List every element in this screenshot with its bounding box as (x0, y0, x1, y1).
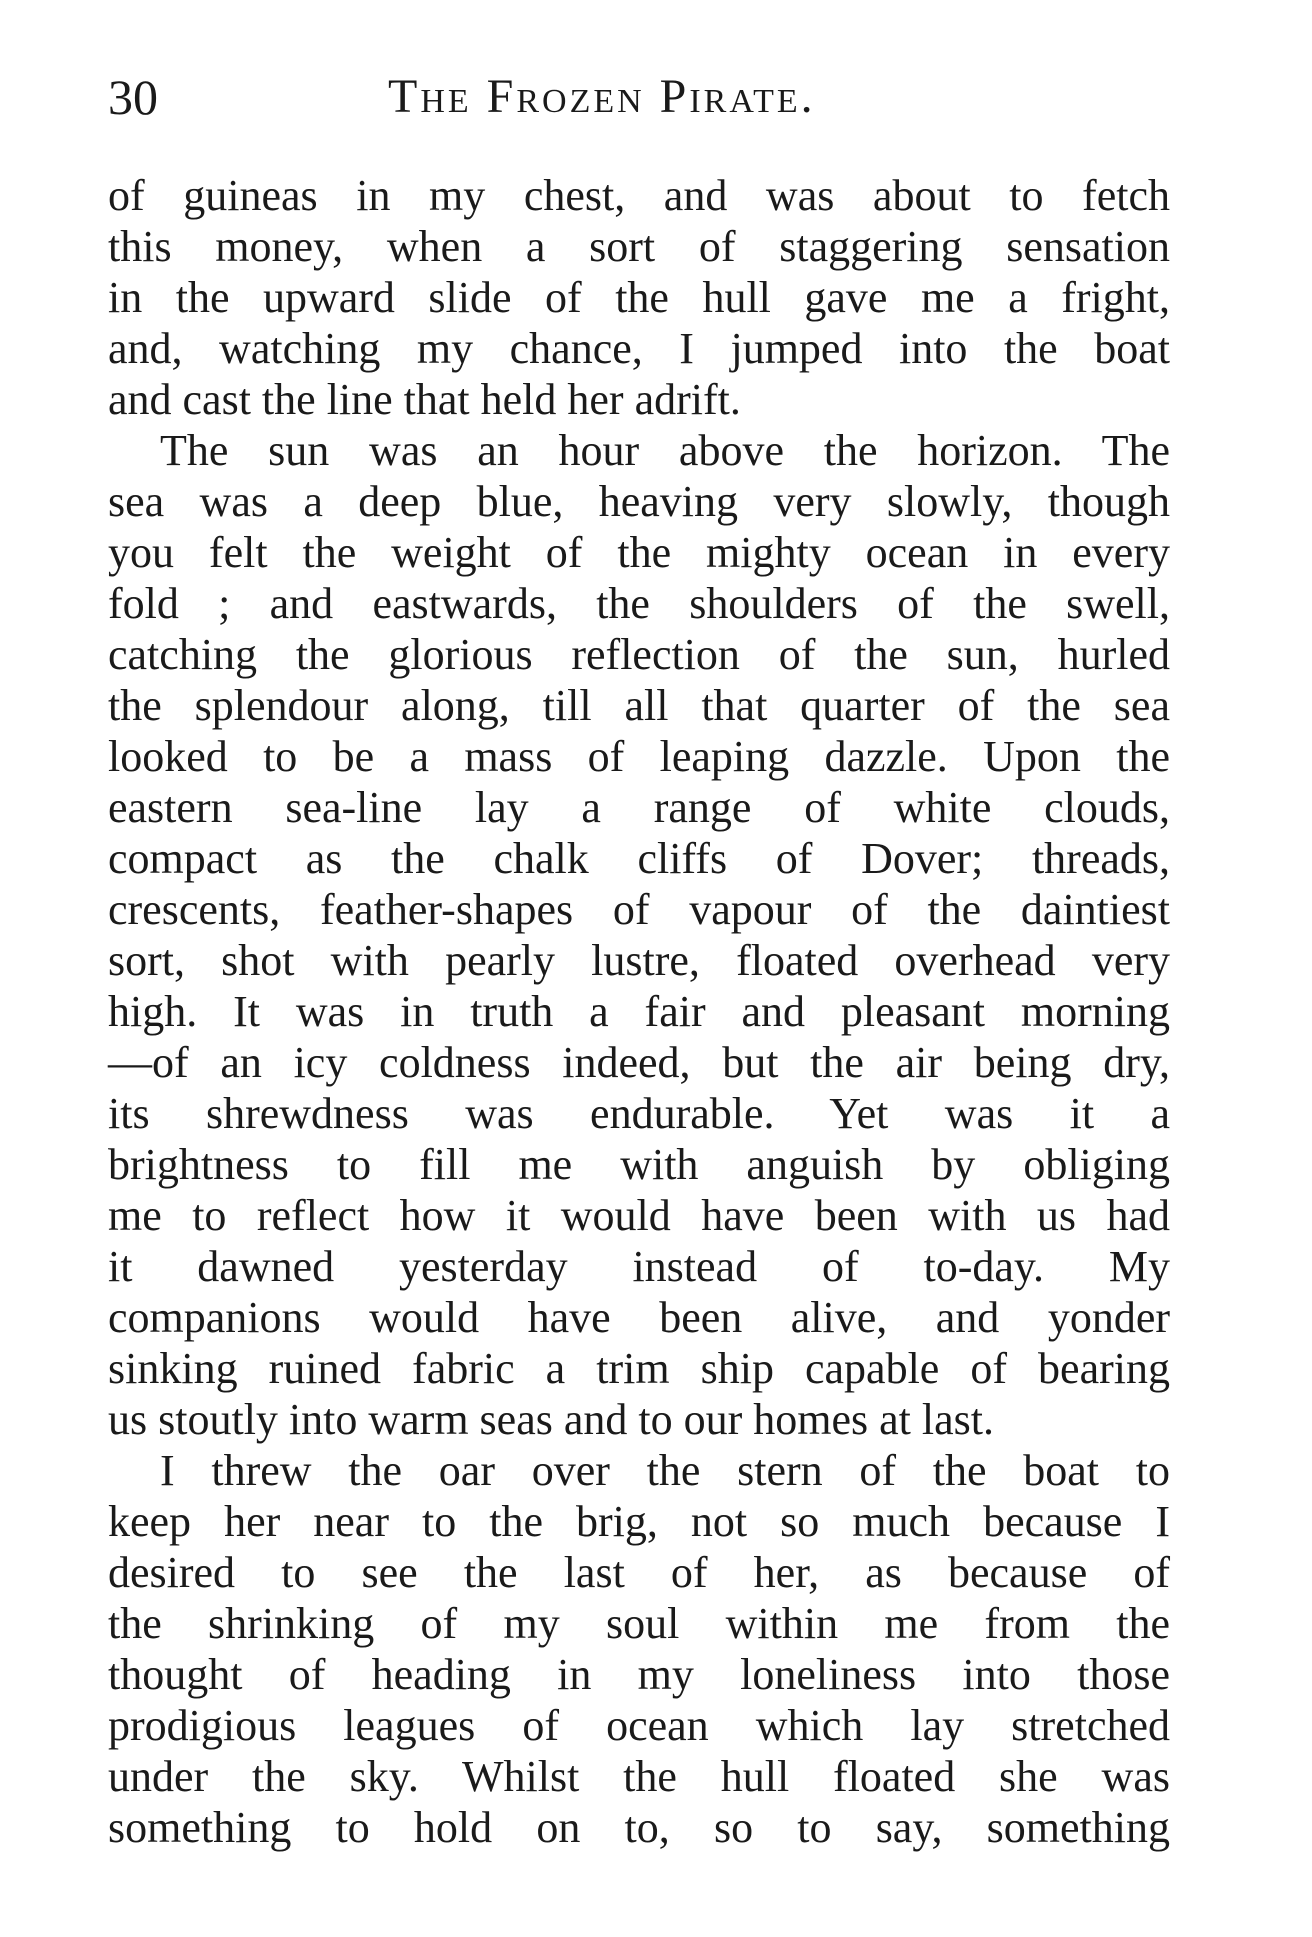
text-line: crescents, feather-shapes of vapour of the daintiest (108, 885, 1170, 934)
text-line: sea was a deep blue, heaving very slowly, though (108, 477, 1170, 526)
text-line: companions would have been alive, and yonder (108, 1293, 1170, 1342)
text-line: desired to see the last of her, as because of (108, 1548, 1170, 1597)
text-line: eastern sea-line lay a range of white clouds, (108, 783, 1170, 832)
text-line: —of an icy coldness indeed, but the air being dry, (108, 1038, 1170, 1087)
text-line: in the upward slide of the hull gave me a fright, (108, 273, 1170, 322)
text-line: and, watching my chance, I jumped into the boat (108, 324, 1170, 373)
text-line: thought of heading in my loneliness into those (108, 1650, 1170, 1699)
text-line: high. It was in truth a fair and pleasant morning (108, 987, 1170, 1036)
running-head (108, 62, 1170, 132)
text-line: of guineas in my chest, and was about to fetch (108, 171, 1170, 220)
text-line: prodigious leagues of ocean which lay stretched (108, 1701, 1170, 1750)
text-line: you felt the weight of the mighty ocean in every (108, 528, 1170, 577)
text-line: I threw the oar over the stern of the boat to (160, 1446, 1170, 1495)
text-line: fold ; and eastwards, the shoulders of the swell, (108, 579, 1170, 628)
text-line: looked to be a mass of leaping dazzle. Upon the (108, 732, 1170, 781)
text-line: sort, shot with pearly lustre, floated overhead very (108, 936, 1170, 985)
running-title: The Frozen Pirate. (388, 70, 816, 123)
text-line: its shrewdness was endurable. Yet was it a (108, 1089, 1170, 1138)
text-line: sinking ruined fabric a trim ship capable of bearing (108, 1344, 1170, 1393)
text-line: The sun was an hour above the horizon. The (160, 426, 1170, 475)
text-line: this money, when a sort of staggering sensation (108, 222, 1170, 271)
text-line: something to hold on to, so to say, something (108, 1803, 1170, 1852)
text-line: compact as the chalk cliffs of Dover; threads, (108, 834, 1170, 883)
body-text (108, 170, 1170, 1853)
text-line: the shrinking of my soul within me from the (108, 1599, 1170, 1648)
text-line: under the sky. Whilst the hull floated she was (108, 1752, 1170, 1801)
page-number: 30 (108, 69, 158, 125)
text-line: keep her near to the brig, not so much because I (108, 1497, 1170, 1546)
text-line: and cast the line that held her adrift. (108, 375, 741, 424)
text-line: it dawned yesterday instead of to-day. My (108, 1242, 1170, 1291)
text-line: brightness to fill me with anguish by obliging (108, 1140, 1170, 1189)
text-line: us stoutly into warm seas and to our homes at last. (108, 1395, 994, 1444)
text-line: the splendour along, till all that quarter of the sea (108, 681, 1170, 730)
text-line: catching the glorious reflection of the sun, hurled (108, 630, 1170, 679)
text-line: me to reflect how it would have been with us had (108, 1191, 1170, 1240)
